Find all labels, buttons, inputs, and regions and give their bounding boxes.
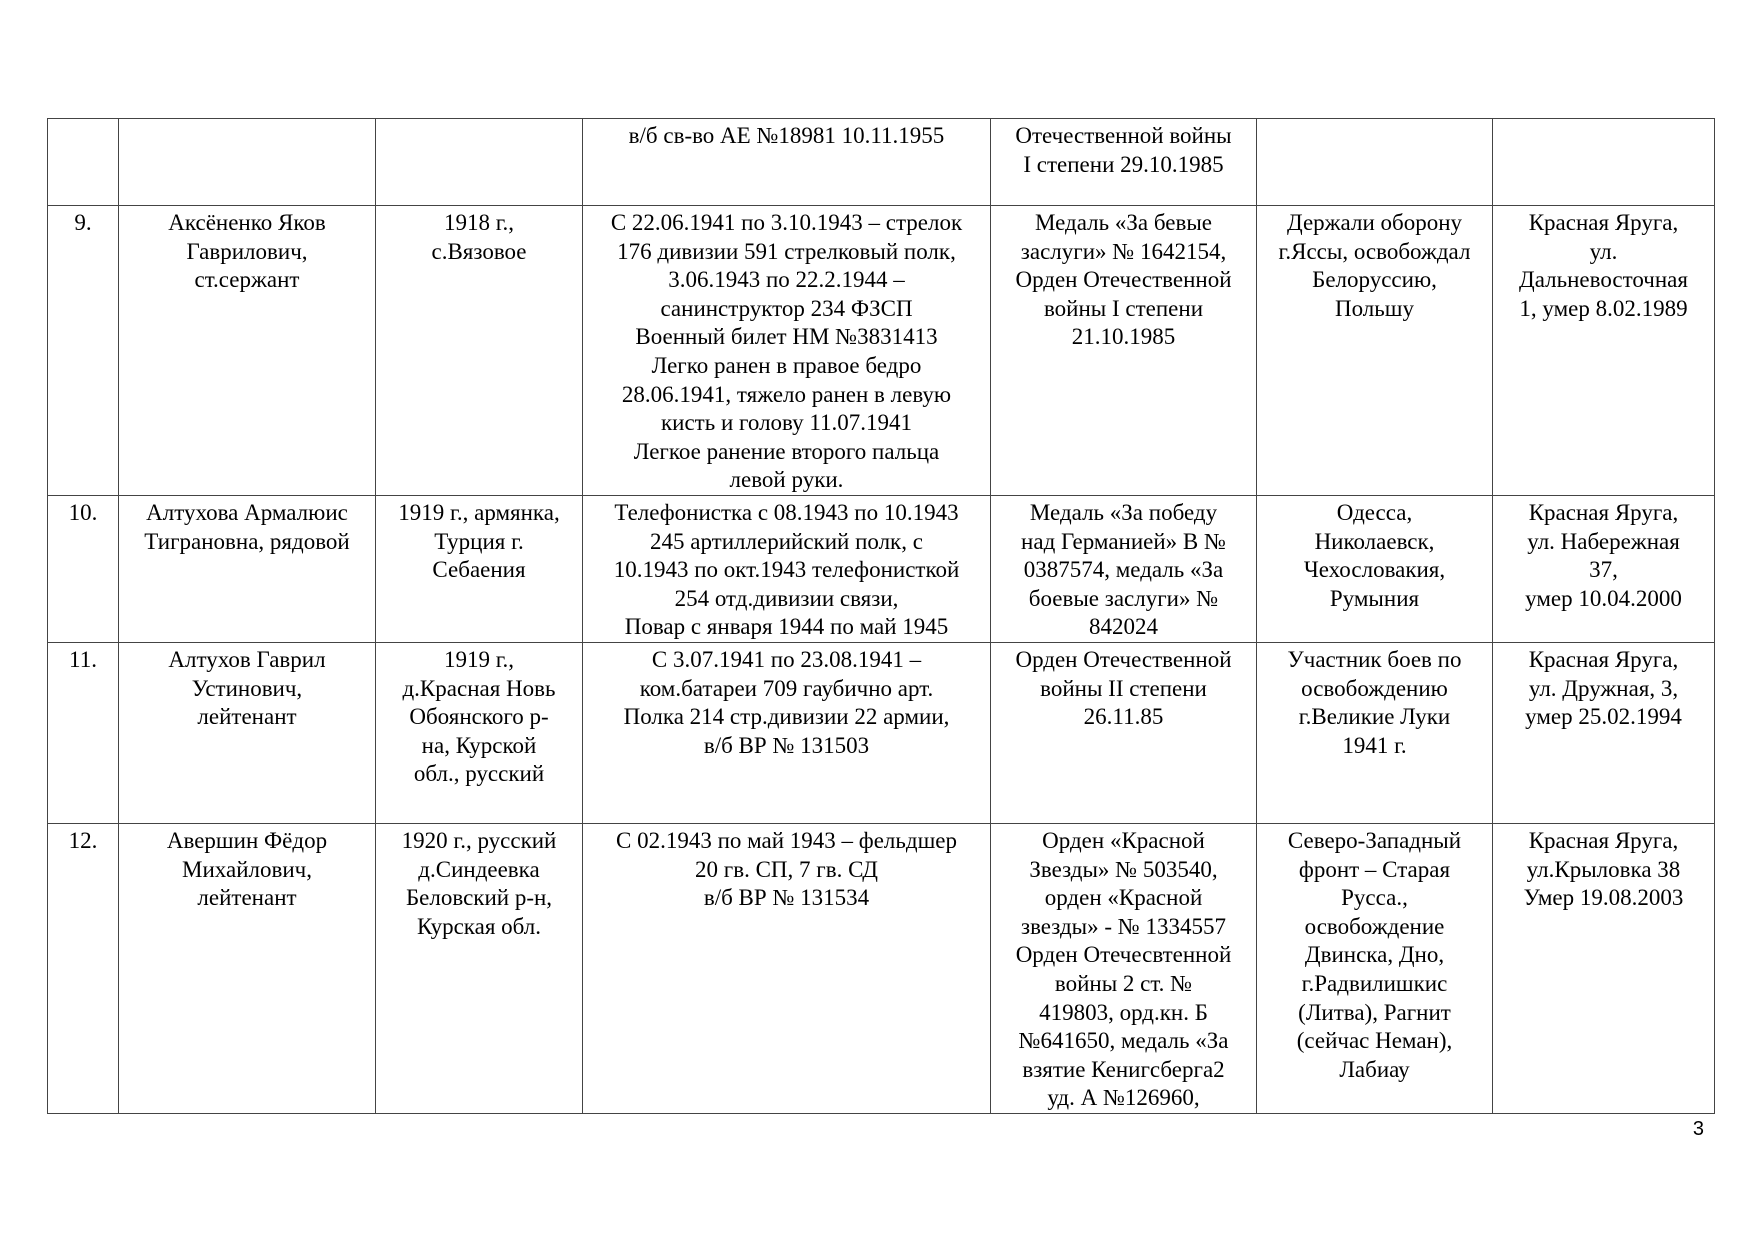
cell-address — [1493, 823, 1715, 1113]
cell-line: Одесса, — [1336, 500, 1413, 525]
veterans-table — [47, 118, 1715, 1114]
cell-fronts — [1257, 642, 1493, 823]
cell-line: Красная Яруга, — [1528, 646, 1679, 672]
cell-line: звезды» - № 1334557 — [1021, 913, 1226, 939]
table-row — [48, 496, 1715, 643]
cell-line: (Литва), Рагнит — [1298, 999, 1451, 1025]
cell-awards — [991, 206, 1257, 496]
cell-line: Турция г. — [434, 528, 524, 554]
cell-service — [583, 642, 991, 823]
cell-number — [48, 206, 119, 496]
cell-line: 12. — [68, 827, 98, 853]
cell-line: Двинска, Дно, — [1304, 942, 1445, 968]
cell-line: Повар с января 1944 по май 1945 — [624, 614, 949, 640]
cell-line: д.Красная Новь — [402, 675, 556, 701]
cell-line: С 3.07.1941 по 23.08.1941 – — [651, 646, 922, 672]
cell-line: г.Яссы, освобождал — [1278, 238, 1471, 264]
cell-line: 1919 г., — [443, 646, 515, 672]
cell-line: кисть и голову 11.07.1941 — [660, 410, 913, 436]
cell-line: Красная Яруга, — [1528, 210, 1679, 235]
cell-name-rank — [119, 496, 376, 643]
cell-line: 842024 — [1089, 614, 1158, 640]
cell-number — [48, 496, 119, 643]
cell-line: 1, умер 8.02.1989 — [1519, 295, 1688, 321]
cell-service — [583, 206, 991, 496]
cell-line: Чехословакия, — [1303, 557, 1446, 583]
table-row — [48, 119, 1715, 206]
cell-line: 20 гв. СП, 7 гв. СД — [695, 856, 878, 882]
cell-line: 10. — [68, 500, 98, 525]
cell-line: в/б св-во АЕ №18981 10.11.1955 — [628, 123, 945, 148]
cell-line: войны I степени — [1043, 295, 1204, 321]
cell-line: на, Курской — [421, 732, 537, 758]
cell-line: 176 дивизии 591 стрелковый полк, — [617, 238, 956, 264]
cell-line: Алтухов Гаврил — [168, 646, 326, 672]
cell-line: ул. Набережная — [1527, 528, 1680, 554]
cell-line: умер 25.02.1994 — [1525, 704, 1682, 730]
cell-line: 21.10.1985 — [1071, 324, 1176, 350]
cell-line: 1941 г. — [1342, 732, 1407, 758]
cell-line: Полка 214 стр.дивизии 22 армии, — [623, 704, 950, 730]
cell-line: Умер 19.08.2003 — [1523, 885, 1684, 911]
cell-line: Красная Яруга, — [1528, 827, 1679, 853]
cell-line: 245 артиллерийский полк, с — [650, 528, 923, 554]
cell-line: С 22.06.1941 по 3.10.1943 – стрелок — [610, 210, 963, 235]
cell-line: в/б ВР № 131534 — [703, 885, 870, 911]
cell-line: Легкое ранение второго пальца — [633, 438, 940, 464]
cell-line: Николаевск, — [1314, 528, 1435, 554]
cell-line: Курская обл. — [416, 913, 542, 939]
cell-awards — [991, 823, 1257, 1113]
cell-line: Медаль «За бевые — [1035, 210, 1212, 235]
cell-name-rank — [119, 206, 376, 496]
cell-line: 419803, орд.кн. Б — [1039, 999, 1208, 1025]
cell-service — [583, 496, 991, 643]
cell-line: ком.батареи 709 гаубично арт. — [639, 675, 934, 701]
cell-line: Польшу — [1335, 295, 1414, 321]
table-row — [48, 823, 1715, 1113]
cell-birth — [376, 496, 583, 643]
cell-line: 10.1943 по окт.1943 телефонисткой — [613, 557, 960, 583]
cell-line: Гаврилович, — [186, 238, 308, 264]
cell-number — [48, 119, 119, 206]
cell-address — [1493, 642, 1715, 823]
cell-line: Алтухова Армалюис — [146, 500, 348, 525]
cell-line: Устинович, — [191, 675, 303, 701]
cell-line: 1918 г., — [443, 210, 515, 235]
cell-line: Легко ранен в правое бедро — [651, 352, 922, 378]
cell-line: в/б ВР № 131503 — [703, 732, 870, 758]
table-row — [48, 206, 1715, 496]
page-number: 3 — [1692, 1118, 1704, 1140]
cell-fronts — [1257, 206, 1493, 496]
cell-line: Беловский р-н, — [405, 885, 553, 911]
cell-line: Белоруссию, — [1312, 267, 1437, 293]
cell-line: ул. Дружная, 3, — [1528, 675, 1679, 701]
cell-address — [1493, 496, 1715, 643]
cell-fronts — [1257, 119, 1493, 206]
cell-line: 26.11.85 — [1083, 704, 1164, 730]
cell-birth — [376, 206, 583, 496]
cell-line: г.Радвилишкис — [1301, 970, 1448, 996]
cell-fronts — [1257, 823, 1493, 1113]
cell-line: орден «Красной — [1044, 885, 1203, 911]
cell-awards — [991, 119, 1257, 206]
cell-line: Военный билет НМ №3831413 — [635, 324, 938, 350]
cell-line: Медаль «За победу — [1029, 500, 1218, 525]
cell-line: Орден Отечественной — [1015, 646, 1232, 672]
cell-line: 37, — [1589, 557, 1618, 583]
cell-line: санинструктор 234 ФЗСП — [660, 295, 913, 321]
cell-line: Дальневосточная — [1519, 267, 1688, 293]
cell-line: Обоянского р- — [409, 704, 549, 730]
cell-line: 28.06.1941, тяжело ранен в левую — [621, 381, 952, 407]
cell-line: Орден Отечесвтенной — [1015, 942, 1232, 968]
cell-line: 3.06.1943 по 22.2.1944 – — [668, 267, 905, 293]
cell-line: с.Вязовое — [431, 238, 527, 264]
cell-birth — [376, 823, 583, 1113]
cell-line: фронт – Старая — [1298, 856, 1451, 882]
cell-birth — [376, 119, 583, 206]
cell-line: Телефонистка с 08.1943 по 10.1943 — [614, 500, 959, 525]
cell-line: Лабиау — [1339, 1056, 1410, 1082]
cell-fronts — [1257, 496, 1493, 643]
cell-line: 11. — [69, 646, 97, 672]
cell-line: 1919 г., армянка, — [398, 500, 560, 525]
cell-line: обл., русский — [413, 761, 545, 787]
cell-line: войны 2 ст. № — [1054, 970, 1193, 996]
cell-line: Аксёненко Яков — [168, 210, 326, 235]
cell-line: Себаения — [432, 557, 526, 583]
cell-line: 1920 г., русский — [401, 827, 557, 853]
cell-line: I степени 29.10.1985 — [1023, 151, 1224, 177]
cell-line: Участник боев по — [1287, 646, 1462, 672]
cell-name-rank — [119, 119, 376, 206]
cell-line: левой руки. — [729, 467, 844, 493]
cell-line: ст.сержант — [194, 267, 300, 293]
table-row — [48, 642, 1715, 823]
cell-line: освобождению — [1301, 675, 1448, 701]
cell-line: ул. — [1589, 238, 1618, 264]
cell-line: Северо-Западный — [1287, 827, 1462, 853]
cell-line: Держали оборону — [1286, 210, 1463, 235]
cell-birth — [376, 642, 583, 823]
cell-name-rank — [119, 823, 376, 1113]
cell-line: д.Синдеевка — [418, 856, 540, 882]
cell-line: Орден «Красной — [1042, 827, 1205, 853]
cell-line: над Германией» В № — [1021, 528, 1226, 554]
cell-name-rank — [119, 642, 376, 823]
cell-number — [48, 823, 119, 1113]
cell-line: взятие Кенигсберга2 — [1022, 1056, 1225, 1082]
cell-service — [583, 823, 991, 1113]
cell-awards — [991, 496, 1257, 643]
cell-line: умер 10.04.2000 — [1525, 585, 1682, 611]
cell-line: Тиграновна, рядовой — [144, 528, 350, 554]
cell-line: боевые заслуги» № — [1028, 585, 1219, 611]
cell-line: Румыния — [1329, 585, 1420, 611]
table-body — [48, 119, 1715, 1114]
cell-number — [48, 642, 119, 823]
cell-line: освобождение — [1304, 913, 1445, 939]
cell-address — [1493, 206, 1715, 496]
cell-line: Орден Отечественной — [1015, 267, 1232, 293]
cell-line: лейтенант — [197, 704, 297, 730]
cell-line: Русса., — [1341, 885, 1408, 911]
cell-line: заслуги» № 1642154, — [1020, 238, 1227, 264]
cell-line: №641650, медаль «За — [1018, 1028, 1229, 1054]
cell-line: уд. А №126960, — [1047, 1085, 1200, 1111]
cell-line: ул.Крыловка 38 — [1526, 856, 1681, 882]
cell-line: войны II степени — [1040, 675, 1207, 701]
cell-line: лейтенант — [197, 885, 297, 911]
cell-awards — [991, 642, 1257, 823]
cell-line: Звезды» № 503540, — [1029, 856, 1218, 882]
cell-line: 254 отд.дивизии связи, — [674, 585, 899, 611]
cell-line: 0387574, медаль «За — [1023, 557, 1224, 583]
cell-line: Отечественной войны — [1015, 123, 1232, 148]
cell-line: Красная Яруга, — [1528, 500, 1679, 525]
cell-line: С 02.1943 по май 1943 – фельдшер — [615, 827, 957, 853]
cell-line: г.Великие Луки — [1298, 704, 1451, 730]
cell-line: (сейчас Неман), — [1296, 1028, 1453, 1054]
cell-line: Михайлович, — [182, 856, 312, 882]
cell-address — [1493, 119, 1715, 206]
cell-line: 9. — [74, 210, 92, 235]
cell-line: Авершин Фёдор — [166, 827, 328, 853]
cell-service — [583, 119, 991, 206]
